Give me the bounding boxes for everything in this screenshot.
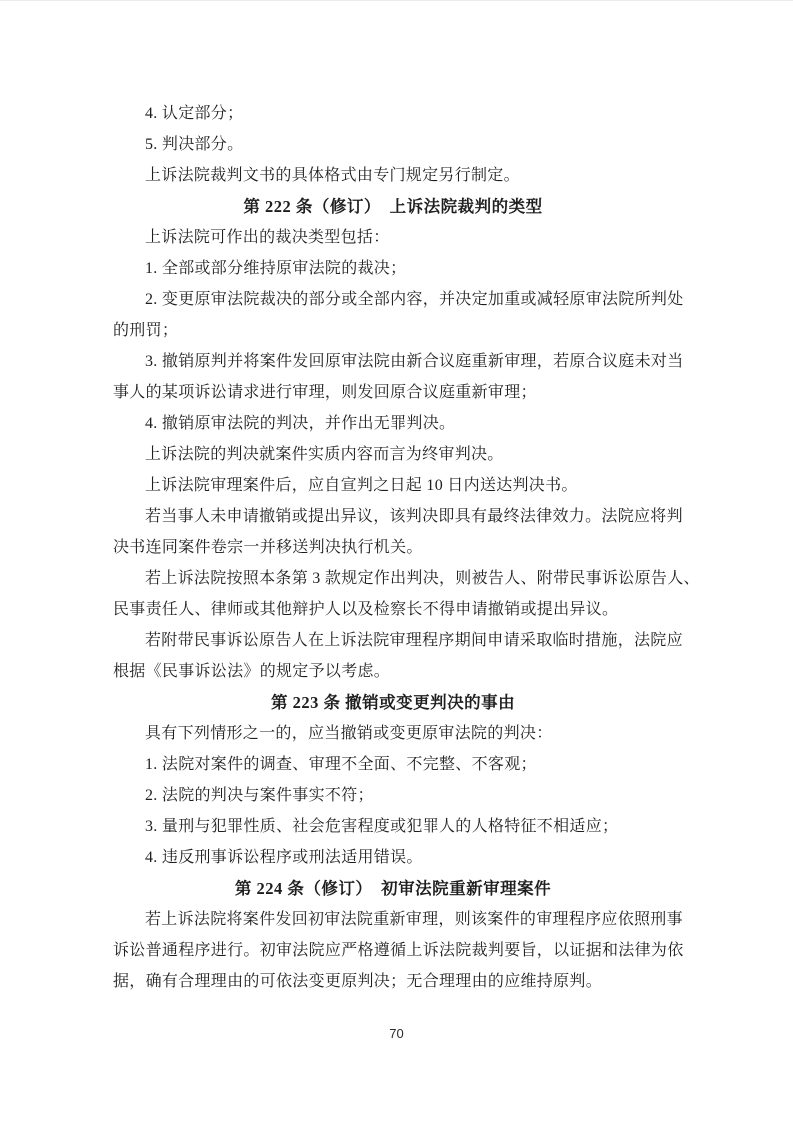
article-heading: 第 223 条 撤销或变更判决的事由: [270, 693, 516, 712]
document-body: [113, 98, 700, 997]
page-footer: [0, 1026, 793, 1041]
document-line: 若当事人未申请撤销或提出异议，该判决即具有最终法律效力。法院应将判: [145, 508, 683, 525]
document-line: 据，确有合理理由的可依法变更原判决；无合理理由的应维持原判。: [113, 973, 603, 990]
page-number: 70: [389, 1026, 404, 1041]
document-line: 民事责任人、律师或其他辩护人以及检察长不得申请撤销或提出异议。: [113, 601, 619, 618]
document-line: 若上诉法院将案件发回初审法院重新审理，则该案件的审理程序应依照刑事: [145, 911, 683, 928]
document-line: 的刑罚；: [113, 322, 179, 339]
document-line: 3. 量刑与犯罪性质、社会危害程度或犯罪人的人格特征不相适应；: [145, 818, 619, 835]
article-heading: 第 222 条（修订） 上诉法院裁判的类型: [243, 197, 543, 216]
article-heading: 第 224 条（修订） 初审法院重新审理案件: [234, 879, 552, 898]
document-line: 上诉法院可作出的裁决类型包括：: [145, 229, 390, 246]
document-line: 2. 变更原审法院裁决的部分或全部内容，并决定加重或减轻原审法院所判处: [145, 291, 684, 308]
document-line: 上诉法院的判决就案件实质内容而言为终审判决。: [145, 446, 504, 463]
document-line: 根据《民事诉讼法》的规定予以考虑。: [113, 663, 391, 680]
document-line: 1. 全部或部分维持原审法院的裁决；: [145, 260, 407, 277]
document-line: 5. 判决部分。: [145, 136, 244, 153]
document-line: 事人的某项诉讼请求进行审理，则发回原合议庭重新审理；: [113, 384, 537, 401]
document-line: 上诉法院裁判文书的具体格式由专门规定另行制定。: [145, 167, 520, 184]
document-line: 若上诉法院按照本条第 3 款规定作出判决，则被告人、附带民事诉讼原告人、: [145, 570, 700, 587]
document-line: 4. 认定部分；: [145, 105, 244, 122]
document-line: 诉讼普通程序进行。初审法院应严格遵循上诉法院裁判要旨，以证据和法律为依: [113, 942, 684, 959]
document-line: 1. 法院对案件的调查、审理不全面、不完整、不客观；: [145, 756, 537, 773]
document-line: 具有下列情形之一的，应当撤销或变更原审法院的判决：: [145, 725, 553, 742]
document-line: 上诉法院审理案件后，应自宣判之日起 10 日内送达判决书。: [145, 477, 578, 494]
document-line: 2. 法院的判决与案件事实不符；: [145, 787, 374, 804]
document-line: 决书连同案件卷宗一并移送判决执行机关。: [113, 539, 423, 556]
document-line: 若附带民事诉讼原告人在上诉法院审理程序期间申请采取临时措施，法院应: [145, 632, 683, 649]
document-line: 3. 撤销原判并将案件发回原审法院由新合议庭重新审理，若原合议庭未对当: [145, 353, 684, 370]
document-line: 4. 撤销原审法院的判决，并作出无罪判决。: [145, 415, 456, 432]
document-line: 4. 违反刑事诉讼程序或刑法适用错误。: [145, 849, 423, 866]
